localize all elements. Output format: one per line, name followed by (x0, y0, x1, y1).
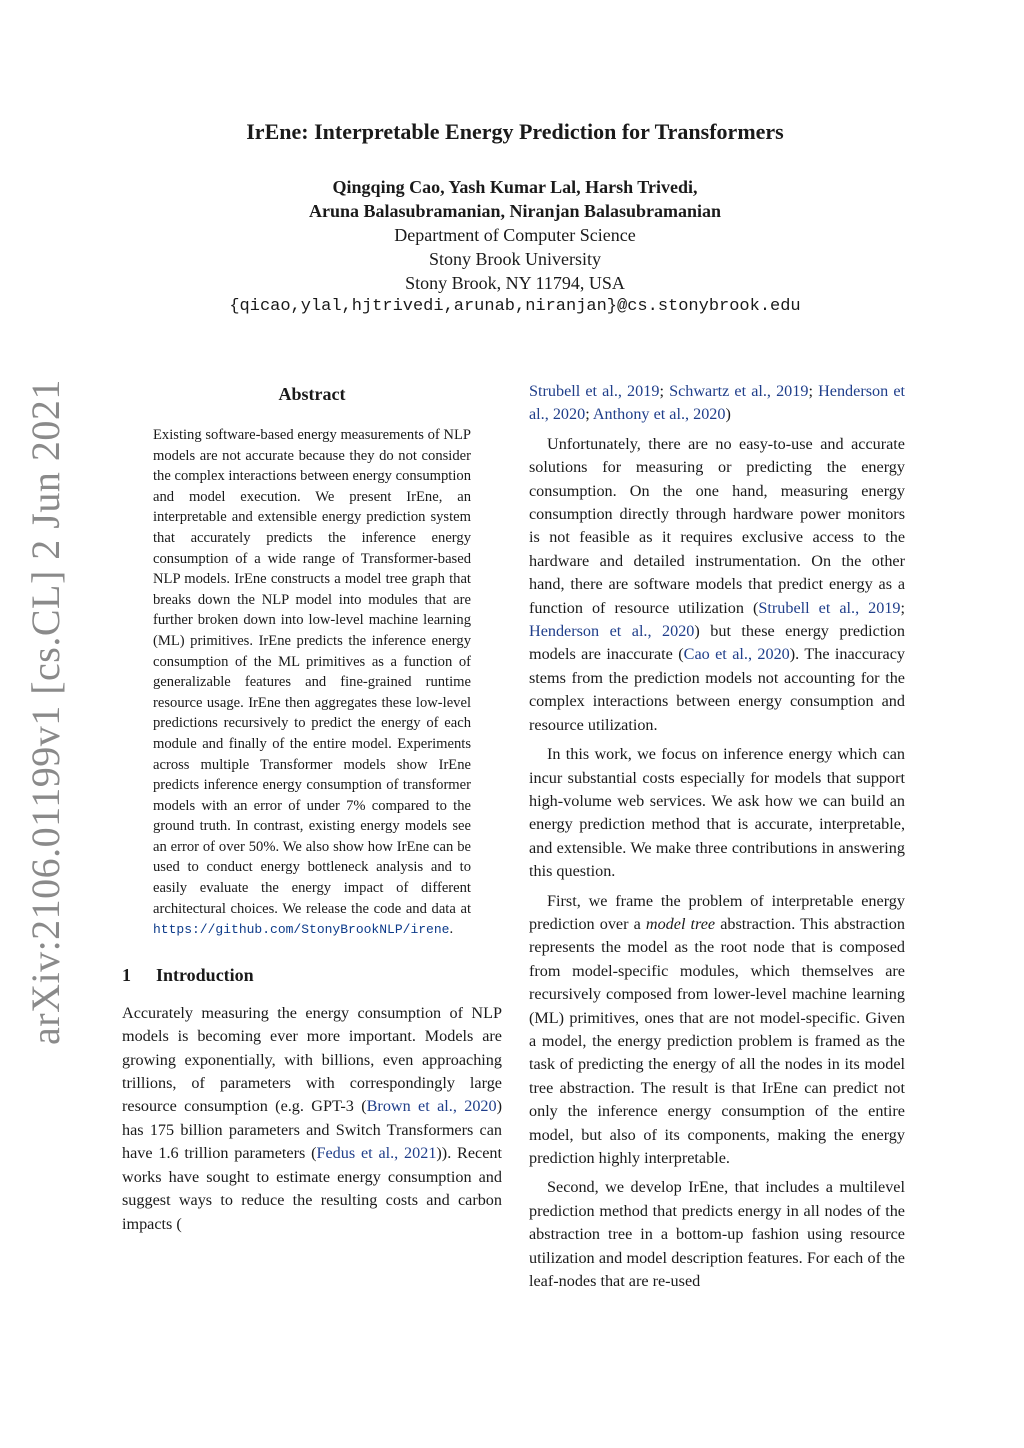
author-emails: {qicao,ylal,hjtrivedi,arunab,niranjan}@cs.stonybrook.edu (229, 297, 801, 316)
text-run: ; (900, 598, 906, 617)
abstract-text (153, 425, 471, 941)
section-number: 1 (122, 964, 131, 985)
abstract-end: . (449, 921, 454, 938)
text-run: ) but these energy prediction models are inaccurate ( (529, 622, 905, 664)
citation-link[interactable]: Henderson et al., 2020 (529, 622, 695, 641)
citation-link[interactable]: Strubell et al., 2019 (529, 382, 660, 400)
citation-link[interactable]: Fedus et al., 2021 (316, 1144, 437, 1163)
text-run: abstraction. This abstraction represents the model as the root node that is composed from model-specific modules, which themselves are recursively composed from lower-level machine learning (ML) primitives, ones that are not model-specific. Given a model, the energy prediction problem is framed as the task of predicting the energy of all the nodes in its model tree abstraction. The result is that IrEne can predict not only the inference energy consumption of the entire model, but also of its components, making the energy prediction highly interpretable. (529, 914, 905, 1167)
text-run: ). The inaccuracy stems from the prediction models not accounting for the complex interactions between energy consumption and resource utilization. (529, 645, 905, 734)
text-run: ; (808, 382, 819, 400)
paper-title: IrEne: Interpretable Energy Prediction for Transformers (246, 119, 784, 144)
intro-paragraph-4 (529, 890, 905, 1171)
abstract-body: Existing software-based energy measurements of NLP models are not accurate because they do not consider the complex interactions between energy consumption and model execution. We present IrEne, an interpretable and extensible energy prediction system that accurately predicts the inference energy consumption of a wide range of Transformer-based NLP models. IrEne constructs a model tree graph that breaks down the NLP model into modules that are further broken down into low-level machine learning (ML) primitives. IrEne predicts the inference energy consumption of the ML primitives as a function of generalizable features and fine-grained runtime resource usage. IrEne then aggregates these low-level predictions recursively to predict the energy of each module and finally of the entire model. Experiments across multiple Transformer models show IrEne predicts inference energy consumption of transformer models with an error of under 7% compared to the ground truth. In contrast, existing energy models see an error of over 50%. We also show how IrEne can be used to conduct energy bottleneck analysis and to easily evaluate the energy impact of different architectural choices. We release the code and data at (153, 427, 471, 917)
citation-link[interactable]: Brown et al., 2020 (366, 1097, 497, 1116)
text-run: ; (585, 405, 593, 424)
intro-paragraph-1-continued (529, 380, 905, 427)
intro-paragraph-3: In this work, we focus on inference energy which can incur substantial costs especially for models that support high-volume web services. We ask how we can build an energy prediction method that is accurate, interpretable, and extensible. We make three contributions in answering this question. (529, 745, 905, 881)
section-title: Introduction (156, 964, 254, 985)
authors-line-1: Qingqing Cao, Yash Kumar Lal, Harsh Trivedi, (332, 177, 698, 197)
citation-link[interactable]: Cao et al., 2020 (683, 645, 790, 664)
paper-header (120, 116, 910, 319)
text-run: Accurately measuring the energy consumption of NLP models is becoming ever more important. Models are growing exponentially, with billions, even approaching trillions, of parameters with correspondingly large resource consumption (e.g. GPT-3 ( (122, 1003, 502, 1116)
affiliation-address: Stony Brook, NY 11794, USA (405, 273, 625, 293)
code-link[interactable]: https://github.com/StonyBrookNLP/irene (153, 922, 450, 938)
intro-paragraph-2 (529, 433, 905, 737)
affiliation-department: Department of Computer Science (394, 225, 636, 245)
intro-paragraph-1 (122, 1002, 502, 1236)
citation-link[interactable]: Schwartz et al., 2019 (669, 382, 809, 400)
section-heading-introduction (122, 965, 502, 986)
text-run: ) has 175 billion parameters and Switch Transformers can have 1.6 trillion parameters ( (122, 1097, 502, 1163)
emphasis: model tree (645, 914, 716, 933)
text-run: ) (725, 405, 731, 424)
abstract-heading: Abstract (278, 384, 346, 404)
text-run: Unfortunately, there are no easy-to-use and accurate solutions for measuring or predicting the energy consumption. On the one hand, measuring energy consumption directly through hardware power monitors is not feasible as it requires exclusive access to the hardware and detailed instrumentation. On the other hand, there are software models that predict energy as a function of resource utilization ( (529, 434, 905, 617)
intro-paragraph-5: Second, we develop IrEne, that includes a multilevel prediction method that predicts energy in all nodes of the abstraction tree in a bottom-up fashion using resource utilization and model description features. For each of the leaf-nodes that are re-used (529, 1178, 905, 1291)
citation-link[interactable]: Anthony et al., 2020 (592, 405, 726, 424)
text-run: ; (659, 382, 670, 400)
left-column (122, 380, 502, 1236)
arxiv-identifier: arXiv:2106.01199v1 [cs.CL] 2 Jun 2021 (23, 379, 68, 1045)
citation-link[interactable]: Henderson et al., 2020 (529, 382, 906, 424)
affiliation-university: Stony Brook University (428, 249, 601, 269)
text-run: )). Recent works have sought to estimate energy consumption and suggest ways to reduce the resulting costs and carbon impacts ( (122, 1144, 502, 1233)
authors-line-2: Aruna Balasubramanian, Niranjan Balasubramanian (308, 201, 722, 221)
citation-link[interactable]: Strubell et al., 2019 (758, 598, 901, 617)
author-list (120, 175, 910, 223)
text-run: First, we frame the problem of interpretable energy prediction over a (529, 891, 905, 933)
right-column (529, 380, 905, 1293)
